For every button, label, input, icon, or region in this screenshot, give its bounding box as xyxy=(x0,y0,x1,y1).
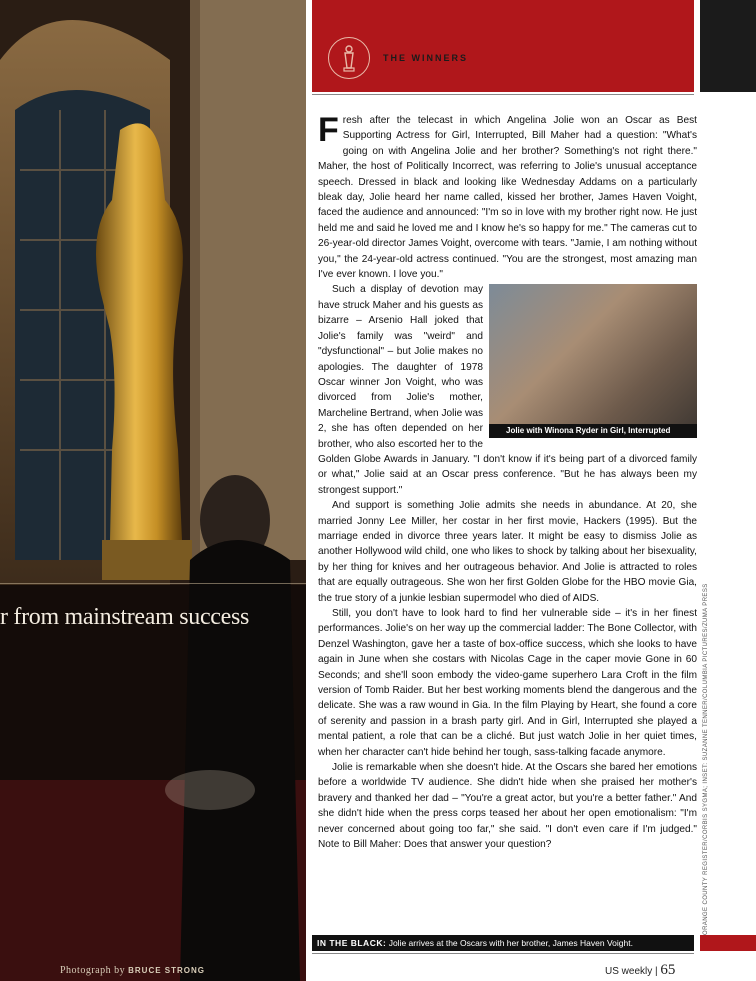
paragraph-1 xyxy=(318,113,697,282)
drop-cap: F xyxy=(318,111,339,149)
folio xyxy=(605,962,675,979)
paragraph-2 xyxy=(318,282,697,498)
header-black-block xyxy=(700,0,756,92)
oscar-statue-photo xyxy=(0,0,306,981)
article-body xyxy=(318,113,697,853)
paragraph-5: Jolie is remarkable when she doesn't hide. At the Oscars she bared her emotions before a worldwide TV audience. She didn't hide when she praised her mother's bravery and thanked her dad – "You're a great actor, but you're a better father." And she didn't hide when the press corps teased her about her open emotionalism: "I'm never concerned about going too far," she said. "I don't even care if I'm judged." Note to Bill Maher: Does that answer your question? xyxy=(318,762,697,851)
section-header-band xyxy=(312,0,694,92)
caption-rule xyxy=(0,583,306,584)
photo-overlay-caption: r from mainstream success xyxy=(0,604,250,630)
page-number: 65 xyxy=(660,962,676,978)
bottom-caption-bar xyxy=(312,935,694,951)
folio-divider: | xyxy=(655,966,658,977)
photo-illustration xyxy=(0,0,306,981)
paragraph-3: And support is something Jolie admits she needs in abundance. At 20, she married Jonny Lee Miller, her costar in her first movie, Hackers (1995). But the marriage ended in divorce three years later. It might be easy to dismiss Jolie as another Hollywood wild child, one who likes to shock by talking about her bisexuality, by her thing for knives and her outrageous behavior. And Jolie is attracted to roles that are equally outrageous. She won her first Golden Globe for the HBO movie Gia, the true story of a junkie lesbian supermodel who died of AIDS. xyxy=(318,500,697,604)
inset-photo xyxy=(489,284,697,438)
magazine-name: US weekly xyxy=(605,966,653,977)
paragraph-2-text: Such a display of devotion may have struck Maher and his guests as bizarre – Arsenio Hall joked that Jolie's family was "weird" and "dysfunctional" – but Jolie makes no apologies. The daughter of 1978 Oscar winner Jon Voight, who was divorced from Jolie's mother, Marcheline Bertrand, when Jolie was 2, she has often depended on her brother, who also escorted her to the Golden Globe Awards in January. "I don't know if it's being part of a divorced family or what," Jolie said at an Oscar press conference. "But he has always been my strongest support." xyxy=(318,284,697,496)
section-label: THE WINNERS xyxy=(383,53,468,63)
inset-caption: Jolie with Winona Ryder in Girl, Interrupted xyxy=(489,424,697,438)
side-photo-credit-text: ORANGE COUNTY REGISTER/CORBIS SYGMA; INSET: SUZANNE TENNER/COLUMBIA PICTURES/ZUMA PRESS xyxy=(703,583,709,935)
oscar-emblem-icon xyxy=(328,37,370,79)
side-photo-credit xyxy=(703,583,713,935)
bottom-caption-label: IN THE BLACK: xyxy=(317,938,387,948)
photo-credit-prefix: Photograph by xyxy=(60,965,126,976)
bottom-red-block xyxy=(700,935,756,951)
header-rule xyxy=(312,94,694,95)
paragraph-1-text: resh after the telecast in which Angelina Jolie won an Oscar as Best Supporting Actress for Girl, Interrupted, Bill Maher had a question: "What's going on with Angelina Jolie and her brother? Something's not right there." Maher, the host of Politically Incorrect, was referring to Jolie's unusual acceptance speech. Dressed in black and looking like Wednesday Addams on a particularly bleak day, Jolie heard her name called, kissed her brother, James Haven Voight, faced the audience and announced: "I'm so in love with my brother right now. He just held me and said he loved me and I know he's so happy for me." The cameras cut to 26-year-old director James Voight, overcome with tears. "Jamie, I am nothing without you," the 24-year-old actress continued. "You are the strongest, most amazing man I've ever known. I love you." xyxy=(318,115,697,281)
paragraph-4: Still, you don't have to look hard to find her vulnerable side – it's in her finest performances. Jolie's on her way up the commercial ladder: The Bone Collector, with Denzel Washington, gave her a taste of box-office success, which she looks to have again in June when she costars with Nicolas Cage in the caper movie Gone in 60 Seconds; and she'll soon embody the video-game superhero Lara Croft in the film version of Tomb Raider. But her best working moments blend the dangerous and the delicate. She was a raw wound in Gia. In the film Playing by Heart, she found a core of serenity and passion in a brash party girl. And in Girl, Interrupted she played a mental patient, a role that can be a cliché. But just watch Jolie in her quiet times, when her character can't hide behind her tough, sass-talking facade anymore. xyxy=(318,608,697,758)
bottom-caption-text: Jolie arrives at the Oscars with her brother, James Haven Voight. xyxy=(388,938,633,948)
footer-rule xyxy=(312,953,694,954)
photo-credit xyxy=(60,965,205,976)
photo-credit-name: BRUCE STRONG xyxy=(128,966,205,975)
oscar-figure-icon xyxy=(329,38,369,78)
